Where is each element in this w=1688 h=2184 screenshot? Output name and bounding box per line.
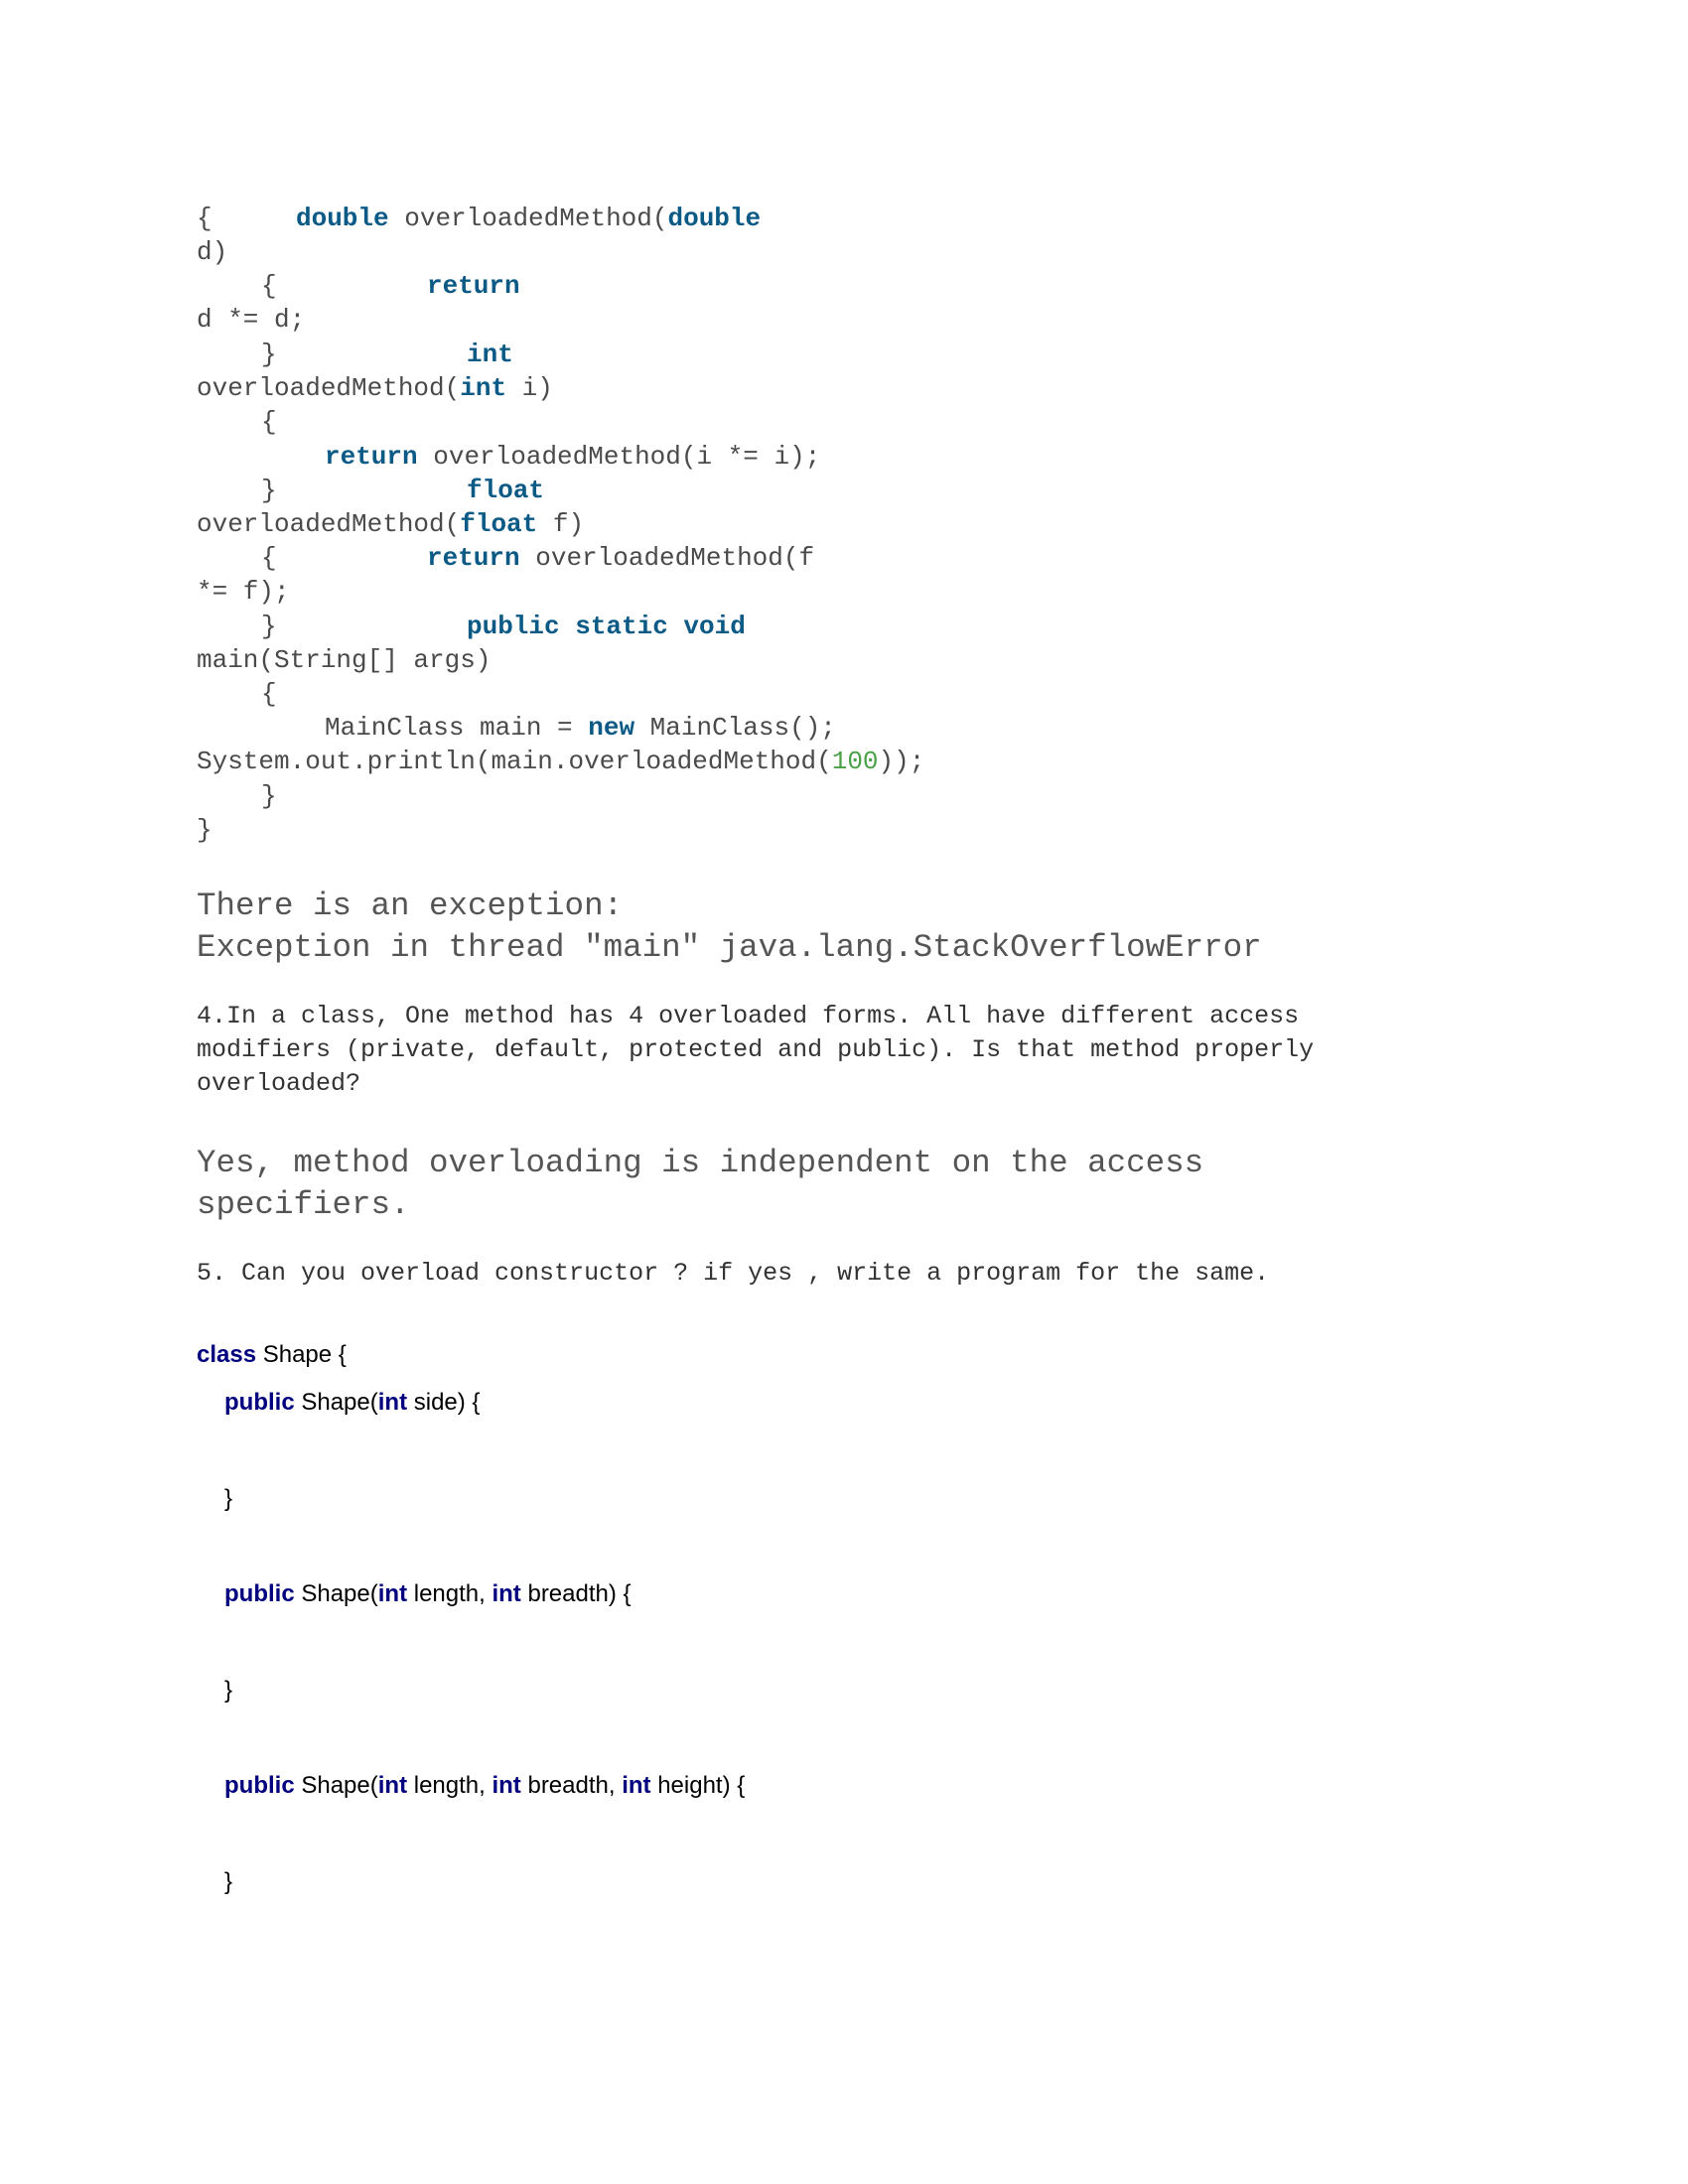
question-line: 4.In a class, One method has 4 overloaded forms. All have different access bbox=[197, 1002, 1300, 1030]
code-line: return overloadedMethod(i *= i); bbox=[325, 442, 821, 472]
code-line: main(String[] args) bbox=[197, 645, 492, 675]
code-line: } bbox=[261, 612, 277, 641]
code-line: { bbox=[261, 407, 277, 437]
code-line: } bbox=[224, 1868, 233, 1895]
code-line: d) bbox=[197, 237, 228, 267]
code-line: int bbox=[467, 340, 513, 369]
code-line: class Shape { bbox=[197, 1341, 347, 1368]
code-line: { bbox=[261, 543, 277, 573]
code-line: } bbox=[261, 476, 277, 505]
code-line: return overloadedMethod(f bbox=[427, 543, 815, 573]
code-line: { bbox=[197, 204, 212, 233]
code-line: MainClass main = new MainClass(); bbox=[325, 713, 836, 743]
code-line: overloadedMethod(float f) bbox=[197, 509, 585, 539]
code-line: public static void bbox=[467, 612, 746, 641]
code-line: { bbox=[261, 271, 277, 301]
code-line: *= f); bbox=[197, 577, 290, 607]
code-line: overloadedMethod(int i) bbox=[197, 373, 553, 403]
code-line: } bbox=[224, 1677, 233, 1704]
code-line: d *= d; bbox=[197, 305, 306, 335]
code-line: public Shape(int length, int breadth, int height) { bbox=[224, 1772, 746, 1799]
answer-line: There is an exception: bbox=[197, 887, 624, 924]
code-line: { bbox=[261, 679, 277, 709]
code-line: float bbox=[467, 476, 545, 505]
answer-line: specifiers. bbox=[197, 1186, 410, 1223]
code-line: } bbox=[261, 340, 277, 369]
code-line: public Shape(int side) { bbox=[224, 1389, 481, 1416]
code-line: } bbox=[197, 815, 212, 845]
question-line: modifiers (private, default, protected and public). Is that method properly bbox=[197, 1035, 1315, 1064]
question-5: 5. Can you overload constructor ? if yes , write a program for the same. bbox=[197, 1259, 1270, 1288]
answer-line: Exception in thread "main" java.lang.StackOverflowError bbox=[197, 929, 1262, 966]
code-line: System.out.println(main.overloadedMethod(100)); bbox=[197, 747, 925, 776]
code-line: return bbox=[427, 271, 520, 301]
question-line: overloaded? bbox=[197, 1069, 361, 1098]
code-line: double overloadedMethod(double bbox=[296, 204, 762, 233]
answer-line: Yes, method overloading is independent on the access bbox=[197, 1145, 1204, 1181]
code-line: } bbox=[224, 1485, 233, 1512]
code-line: public Shape(int length, int breadth) { bbox=[224, 1580, 632, 1607]
code-line: } bbox=[261, 781, 277, 811]
